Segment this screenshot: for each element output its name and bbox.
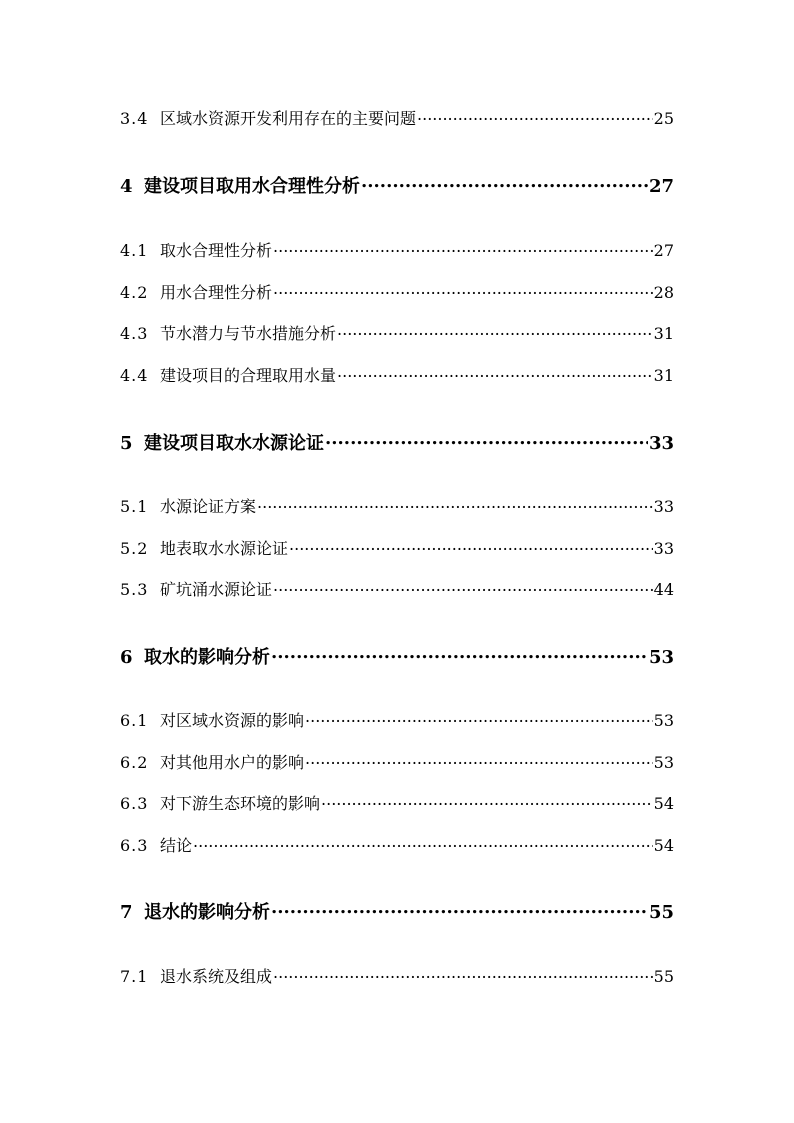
toc-entry-title: 对其他用水户的影响 bbox=[160, 753, 305, 772]
toc-dot-leader bbox=[271, 900, 648, 918]
toc-dot-leader bbox=[361, 174, 648, 192]
toc-entry-title: 退水系统及组成 bbox=[160, 967, 273, 986]
toc-entry-3-4[interactable] bbox=[120, 106, 674, 130]
toc-entry-4-2[interactable] bbox=[120, 280, 674, 304]
toc-chapter-7[interactable] bbox=[120, 898, 674, 924]
toc-chapter-title: 建设项目取水水源论证 bbox=[144, 433, 324, 454]
toc-dot-leader bbox=[273, 240, 653, 256]
toc-chapter-page: 55 bbox=[648, 902, 674, 923]
toc-entry-6-3[interactable] bbox=[120, 791, 674, 815]
toc-dot-leader bbox=[289, 538, 653, 554]
toc-chapter-4[interactable] bbox=[120, 172, 674, 198]
toc-entry-4-4[interactable] bbox=[120, 363, 674, 387]
toc-entry-4-1[interactable] bbox=[120, 238, 674, 262]
toc-chapter-number: 4 bbox=[120, 176, 134, 197]
toc-entry-page: 25 bbox=[653, 109, 674, 128]
toc-dot-leader bbox=[337, 323, 653, 339]
toc-dot-leader bbox=[417, 108, 653, 124]
toc-entry-number: 4.1 bbox=[120, 241, 149, 260]
toc-dot-leader bbox=[337, 365, 653, 381]
toc-entry-title: 建设项目的合理取用水量 bbox=[160, 366, 337, 385]
toc-entry-number: 5.2 bbox=[120, 539, 149, 558]
toc-chapter-page: 27 bbox=[648, 176, 674, 197]
toc-entry-5-3[interactable] bbox=[120, 577, 674, 601]
toc-entry-number: 5.3 bbox=[120, 580, 149, 599]
toc-dot-leader bbox=[273, 579, 653, 595]
toc-entry-6-3-conclusion[interactable] bbox=[120, 833, 674, 857]
toc-entry-number: 4.4 bbox=[120, 366, 149, 385]
toc-entry-page: 27 bbox=[653, 241, 674, 260]
toc-chapter-6[interactable] bbox=[120, 643, 674, 669]
toc-entry-number: 7.1 bbox=[120, 967, 149, 986]
toc-chapter-title: 取水的影响分析 bbox=[144, 647, 270, 668]
toc-entry-6-2[interactable] bbox=[120, 750, 674, 774]
toc-entry-page: 33 bbox=[653, 539, 674, 558]
toc-entry-page: 44 bbox=[653, 580, 674, 599]
toc-entry-page: 53 bbox=[653, 753, 674, 772]
toc-chapter-page: 33 bbox=[648, 433, 674, 454]
toc-chapter-5[interactable] bbox=[120, 429, 674, 455]
toc-chapter-title: 建设项目取用水合理性分析 bbox=[144, 176, 360, 197]
toc-dot-leader bbox=[257, 496, 653, 512]
toc-entry-page: 54 bbox=[653, 794, 674, 813]
toc-entry-title: 矿坑涌水源论证 bbox=[160, 580, 273, 599]
toc-dot-leader bbox=[305, 710, 653, 726]
toc-entry-page: 53 bbox=[653, 711, 674, 730]
toc-entry-title: 水源论证方案 bbox=[160, 497, 257, 516]
toc-dot-leader bbox=[271, 645, 648, 663]
toc-entry-page: 31 bbox=[653, 324, 674, 343]
toc-entry-number: 6.1 bbox=[120, 711, 149, 730]
toc-entry-7-1[interactable] bbox=[120, 964, 674, 988]
toc-entry-5-1[interactable] bbox=[120, 494, 674, 518]
toc-dot-leader bbox=[273, 966, 653, 982]
toc-entry-number: 6.3 bbox=[120, 836, 149, 855]
toc-entry-number: 6.2 bbox=[120, 753, 149, 772]
toc-entry-title: 取水合理性分析 bbox=[160, 241, 273, 260]
toc-entry-title: 地表取水水源论证 bbox=[160, 539, 289, 558]
toc-entry-title: 对区域水资源的影响 bbox=[160, 711, 305, 730]
toc-entry-page: 33 bbox=[653, 497, 674, 516]
toc-dot-leader bbox=[321, 793, 653, 809]
toc-entry-number: 4.2 bbox=[120, 283, 149, 302]
toc-entry-title: 对下游生态环境的影响 bbox=[160, 794, 321, 813]
toc-dot-leader bbox=[305, 752, 653, 768]
toc-chapter-page: 53 bbox=[648, 647, 674, 668]
toc-dot-leader bbox=[193, 835, 653, 851]
toc-entry-number: 6.3 bbox=[120, 794, 149, 813]
toc-entry-4-3[interactable] bbox=[120, 321, 674, 345]
toc-entry-number: 3.4 bbox=[120, 109, 149, 128]
toc-entry-number: 4.3 bbox=[120, 324, 149, 343]
toc-entry-number: 5.1 bbox=[120, 497, 149, 516]
toc-chapter-number: 6 bbox=[120, 647, 134, 668]
toc-entry-page: 31 bbox=[653, 366, 674, 385]
toc-entry-page: 55 bbox=[653, 967, 674, 986]
toc-entry-6-1[interactable] bbox=[120, 708, 674, 732]
toc-chapter-number: 5 bbox=[120, 433, 134, 454]
toc-entry-title: 用水合理性分析 bbox=[160, 283, 273, 302]
toc-entry-page: 54 bbox=[653, 836, 674, 855]
toc-chapter-title: 退水的影响分析 bbox=[144, 902, 270, 923]
toc-entry-5-2[interactable] bbox=[120, 536, 674, 560]
toc-entry-title: 结论 bbox=[160, 836, 193, 855]
toc-entry-title: 节水潜力与节水措施分析 bbox=[160, 324, 337, 343]
toc-entry-title: 区域水资源开发利用存在的主要问题 bbox=[160, 109, 417, 128]
toc-chapter-number: 7 bbox=[120, 902, 134, 923]
toc-dot-leader bbox=[325, 431, 648, 449]
toc-dot-leader bbox=[273, 282, 653, 298]
toc-entry-page: 28 bbox=[653, 283, 674, 302]
